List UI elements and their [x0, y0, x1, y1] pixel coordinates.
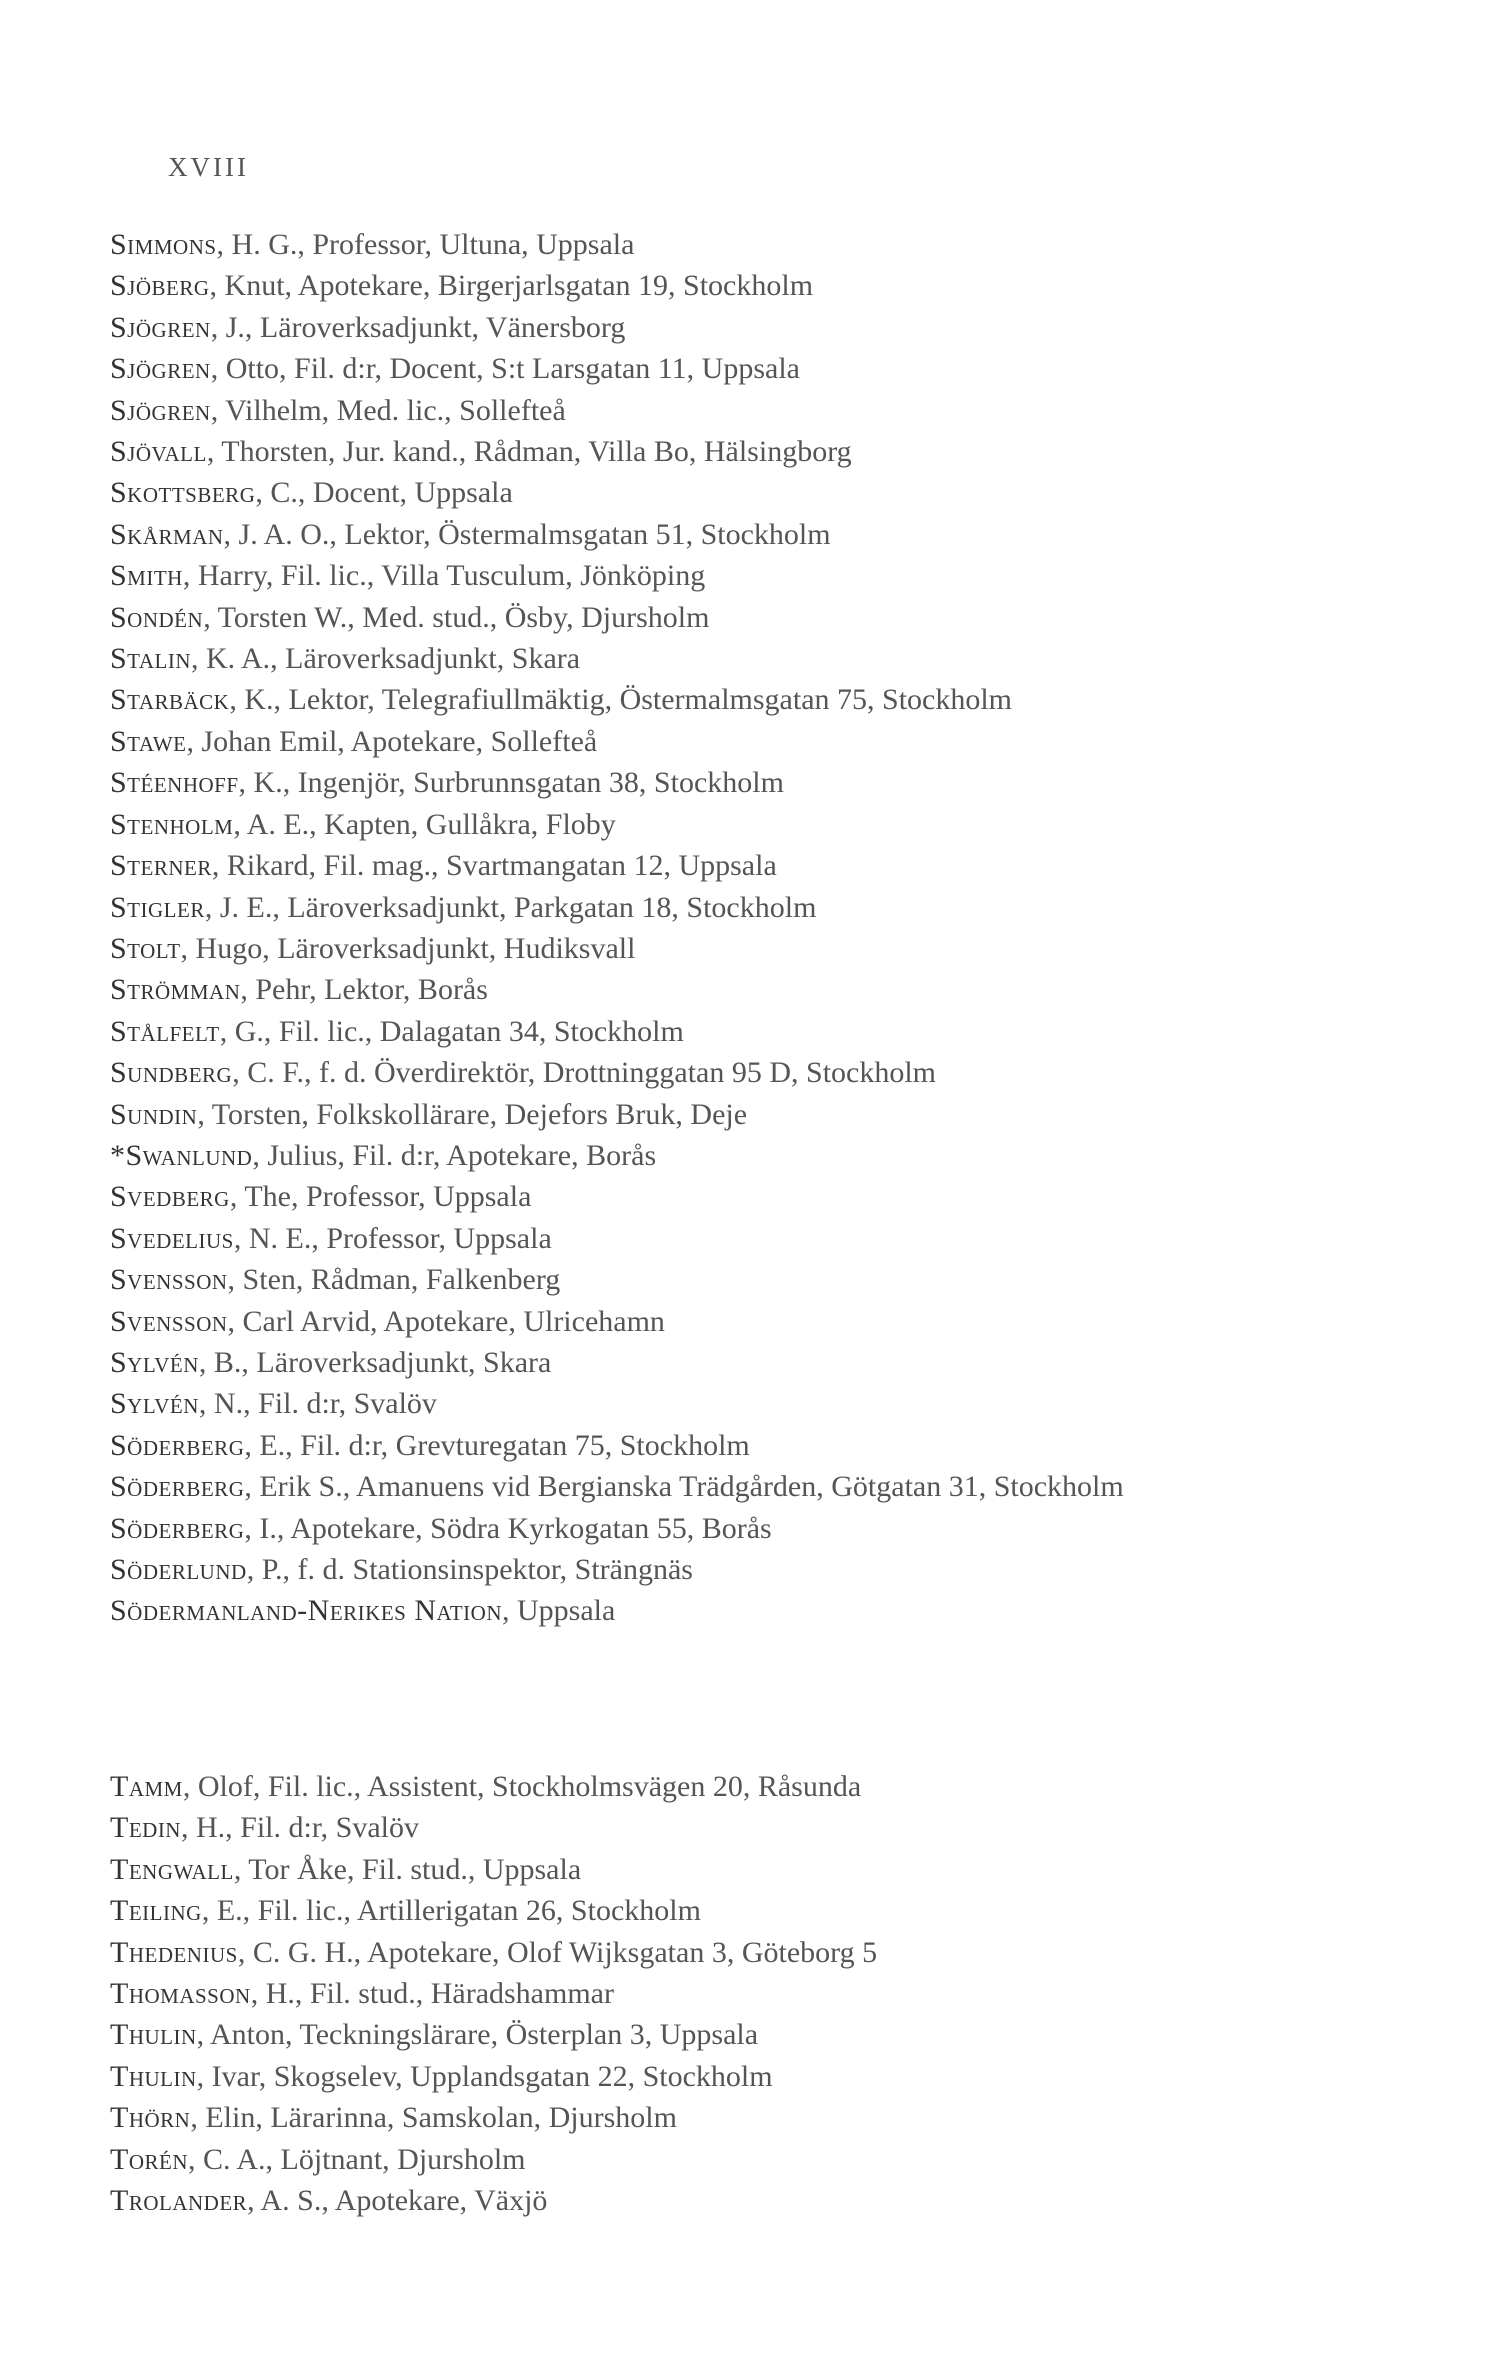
directory-entry: [110, 1176, 1450, 1217]
entry-name: Thulin: [110, 2018, 197, 2052]
entry-name: Simmons: [110, 228, 217, 261]
directory-entry: [110, 514, 1450, 555]
entry-name: Stenholm: [110, 807, 234, 841]
entry-name: Starbäck: [110, 683, 230, 717]
entry-name: Sylvén: [110, 1345, 199, 1379]
entry-name: Söderberg: [110, 1511, 245, 1545]
directory-entry: [110, 431, 1450, 472]
directory-entry: [110, 969, 1450, 1010]
entry-name: Sjögren: [110, 310, 211, 344]
entry-name: Skottsberg: [110, 476, 256, 510]
entry-details: , J., Läroverksadjunkt, Vänersborg: [210, 310, 626, 344]
entry-name: Skårman: [110, 517, 224, 551]
directory-entry: [110, 2139, 1450, 2180]
entry-name: Sjögren: [110, 352, 211, 386]
entry-name: Stawe: [110, 724, 187, 758]
entry-details: , A. E., Kapten, Gullåkra, Floby: [233, 807, 616, 841]
directory-entry: [110, 887, 1450, 928]
entry-details: , A. S., Apotekare, Växjö: [247, 2184, 548, 2218]
entry-details: , G., Fil. lic., Dalagatan 34, Stockholm: [219, 1014, 684, 1048]
entry-details: , K. A., Läroverksadjunkt, Skara: [190, 642, 581, 676]
entry-name: Teiling: [110, 1894, 202, 1928]
entry-name: Sundberg: [110, 1056, 233, 1090]
entry-name: Svensson: [110, 1304, 228, 1338]
entry-details: , Otto, Fil. d:r, Docent, S:t Larsgatan 11, Uppsala: [210, 352, 800, 386]
directory-entry: [110, 1383, 1450, 1424]
entry-details: , K., Lektor, Telegrafiullmäktig, Östermalmsgatan 75, Stockholm: [229, 683, 1013, 717]
section-t-list: [110, 1766, 1450, 2221]
directory-entry: [110, 928, 1450, 969]
entry-name: Sjöberg: [110, 269, 210, 303]
entry-name: Sundin: [110, 1097, 198, 1131]
entry-name: Svedelius: [110, 1221, 234, 1255]
directory-entry: [110, 1849, 1450, 1890]
entry-details: , H., Fil. stud., Häradshammar: [250, 1977, 614, 2011]
directory-entry: [110, 472, 1450, 513]
entry-details: , C. A., Löjtnant, Djursholm: [188, 2142, 526, 2176]
entry-details: , I., Apotekare, Södra Kyrkogatan 55, Borås: [244, 1511, 772, 1545]
entry-details: , Rikard, Fil. mag., Svartmangatan 12, Uppsala: [211, 849, 777, 883]
directory-entry: [110, 1932, 1450, 1973]
directory-entry: [110, 390, 1450, 431]
directory-entry: [110, 555, 1450, 596]
entry-details: , C. F., f. d. Överdirektör, Drottninggatan 95 D, Stockholm: [232, 1056, 937, 1090]
entry-name: Sylvén: [110, 1387, 199, 1421]
entry-details: , Elin, Lärarinna, Samskolan, Djursholm: [190, 2101, 677, 2135]
directory-entry: [110, 2056, 1450, 2097]
entry-name: Svensson: [110, 1263, 228, 1297]
directory-entry: [110, 845, 1450, 886]
directory-entry: [110, 307, 1450, 348]
page-number: XVIII: [168, 152, 249, 182]
directory-entry: [110, 2097, 1450, 2138]
entry-details: , Torsten W., Med. stud., Ösby, Djursholm: [203, 600, 710, 634]
entry-details: , Uppsala: [502, 1594, 616, 1628]
directory-entry: [110, 804, 1450, 845]
entry-details: , Torsten, Folkskollärare, Dejefors Bruk, Deje: [197, 1097, 748, 1131]
entry-details: , Pehr, Lektor, Borås: [240, 973, 488, 1007]
directory-entry: [110, 1094, 1450, 1135]
directory-entry: [110, 224, 1450, 265]
directory-entry: [110, 1218, 1450, 1259]
section-s-list: [110, 224, 1450, 1632]
entry-name: Söderlund: [110, 1553, 247, 1586]
directory-entry: [110, 1425, 1450, 1466]
entry-name: Tamm: [110, 1770, 183, 1803]
directory-entry: [110, 1342, 1450, 1383]
entry-name: Stigler: [110, 890, 205, 924]
directory-entry: [110, 1052, 1450, 1093]
entry-details: , Julius, Fil. d:r, Apotekare, Borås: [252, 1138, 657, 1172]
entry-name: Strömman: [110, 973, 241, 1007]
entry-details: , J. E., Läroverksadjunkt, Parkgatan 18, Stockholm: [204, 890, 817, 924]
entry-name: Stalin: [110, 642, 191, 676]
entry-name: Söderberg: [110, 1470, 245, 1504]
entry-name: Thedenius: [110, 1935, 238, 1969]
entry-name: Sjögren: [110, 393, 211, 427]
entry-details: , N. E., Professor, Uppsala: [233, 1221, 552, 1255]
entry-details: , Vilhelm, Med. lic., Sollefteå: [210, 393, 566, 427]
directory-entry: [110, 1973, 1450, 2014]
directory-entry: [110, 679, 1450, 720]
entry-details: , N., Fil. d:r, Svalöv: [198, 1387, 437, 1421]
entry-name: Söderberg: [110, 1428, 245, 1462]
entry-details: , Thorsten, Jur. kand., Rådman, Villa Bo, Hälsingborg: [206, 435, 852, 469]
entry-details: , B., Läroverksadjunkt, Skara: [198, 1345, 552, 1379]
entry-details: , Hugo, Läroverksadjunkt, Hudiksvall: [180, 931, 636, 965]
entry-name: Tedin: [110, 1811, 181, 1845]
entry-details: , K., Ingenjör, Surbrunnsgatan 38, Stockholm: [238, 766, 784, 800]
directory-entry: [110, 1807, 1450, 1848]
entry-details: , Olof, Fil. lic., Assistent, Stockholmsvägen 20, Råsunda: [182, 1770, 862, 1803]
entry-name: Trolander: [110, 2184, 248, 2218]
entry-details: , Knut, Apotekare, Birgerjarlsgatan 19, Stockholm: [209, 269, 814, 303]
entry-name: Torén: [110, 2142, 188, 2176]
entry-details: , Ivar, Skogselev, Upplandsgatan 22, Stockholm: [196, 2059, 773, 2093]
entry-name: Svedberg: [110, 1180, 230, 1214]
entry-details: , C., Docent, Uppsala: [255, 476, 513, 510]
directory-entry: [110, 1766, 1450, 1807]
entry-details: , Sten, Rådman, Falkenberg: [227, 1263, 561, 1297]
directory-entry: [110, 1508, 1450, 1549]
entry-name: *Swanlund: [110, 1138, 253, 1172]
entry-name: Stolt: [110, 931, 181, 965]
entry-details: , P., f. d. Stationsinspektor, Strängnäs: [246, 1553, 693, 1586]
directory-entry: [110, 1590, 1450, 1631]
entry-details: , Anton, Teckningslärare, Österplan 3, Uppsala: [196, 2018, 759, 2052]
entry-name: Thulin: [110, 2059, 197, 2093]
directory-entry: [110, 762, 1450, 803]
entry-name: Södermanland-Nerikes Nation: [110, 1594, 502, 1628]
entry-details: , Tor Åke, Fil. stud., Uppsala: [233, 1852, 582, 1886]
directory-entry: [110, 721, 1450, 762]
entry-name: Smith: [110, 559, 183, 593]
entry-details: , The, Professor, Uppsala: [229, 1180, 532, 1214]
directory-entry: [110, 1259, 1450, 1300]
entry-name: Stålfelt: [110, 1014, 220, 1048]
directory-entry: [110, 1549, 1450, 1590]
entry-name: Sterner: [110, 849, 212, 883]
entry-name: Sondén: [110, 600, 204, 634]
entry-details: , Johan Emil, Apotekare, Sollefteå: [186, 724, 598, 758]
entry-details: , Erik S., Amanuens vid Bergianska Trädgården, Götgatan 31, Stockholm: [244, 1470, 1124, 1504]
directory-entry: [110, 265, 1450, 306]
entry-details: , E., Fil. d:r, Grevturegatan 75, Stockholm: [244, 1428, 750, 1462]
entry-name: Stéenhoff: [110, 766, 239, 800]
directory-entry: [110, 1011, 1450, 1052]
entry-details: , Harry, Fil. lic., Villa Tusculum, Jönköping: [182, 559, 706, 593]
entry-name: Thomasson: [110, 1977, 251, 2011]
entry-details: , E., Fil. lic., Artillerigatan 26, Stockholm: [201, 1894, 701, 1928]
directory-entry: [110, 2180, 1450, 2221]
directory-entry: [110, 1466, 1450, 1507]
entry-name: Tengwall: [110, 1852, 234, 1886]
entry-details: , H., Fil. d:r, Svalöv: [180, 1811, 419, 1845]
entry-name: Thörn: [110, 2101, 191, 2135]
directory-entry: [110, 348, 1450, 389]
entry-details: , H. G., Professor, Ultuna, Uppsala: [216, 228, 635, 261]
entry-name: Sjövall: [110, 435, 207, 469]
directory-entry: [110, 1135, 1450, 1176]
entry-details: , Carl Arvid, Apotekare, Ulricehamn: [227, 1304, 665, 1338]
entry-details: , C. G. H., Apotekare, Olof Wijksgatan 3, Göteborg 5: [237, 1935, 878, 1969]
directory-entry: [110, 1301, 1450, 1342]
directory-entry: [110, 597, 1450, 638]
directory-entry: [110, 638, 1450, 679]
entry-details: , J. A. O., Lektor, Östermalmsgatan 51, Stockholm: [223, 517, 831, 551]
directory-entry: [110, 2014, 1450, 2055]
directory-entry: [110, 1890, 1450, 1931]
